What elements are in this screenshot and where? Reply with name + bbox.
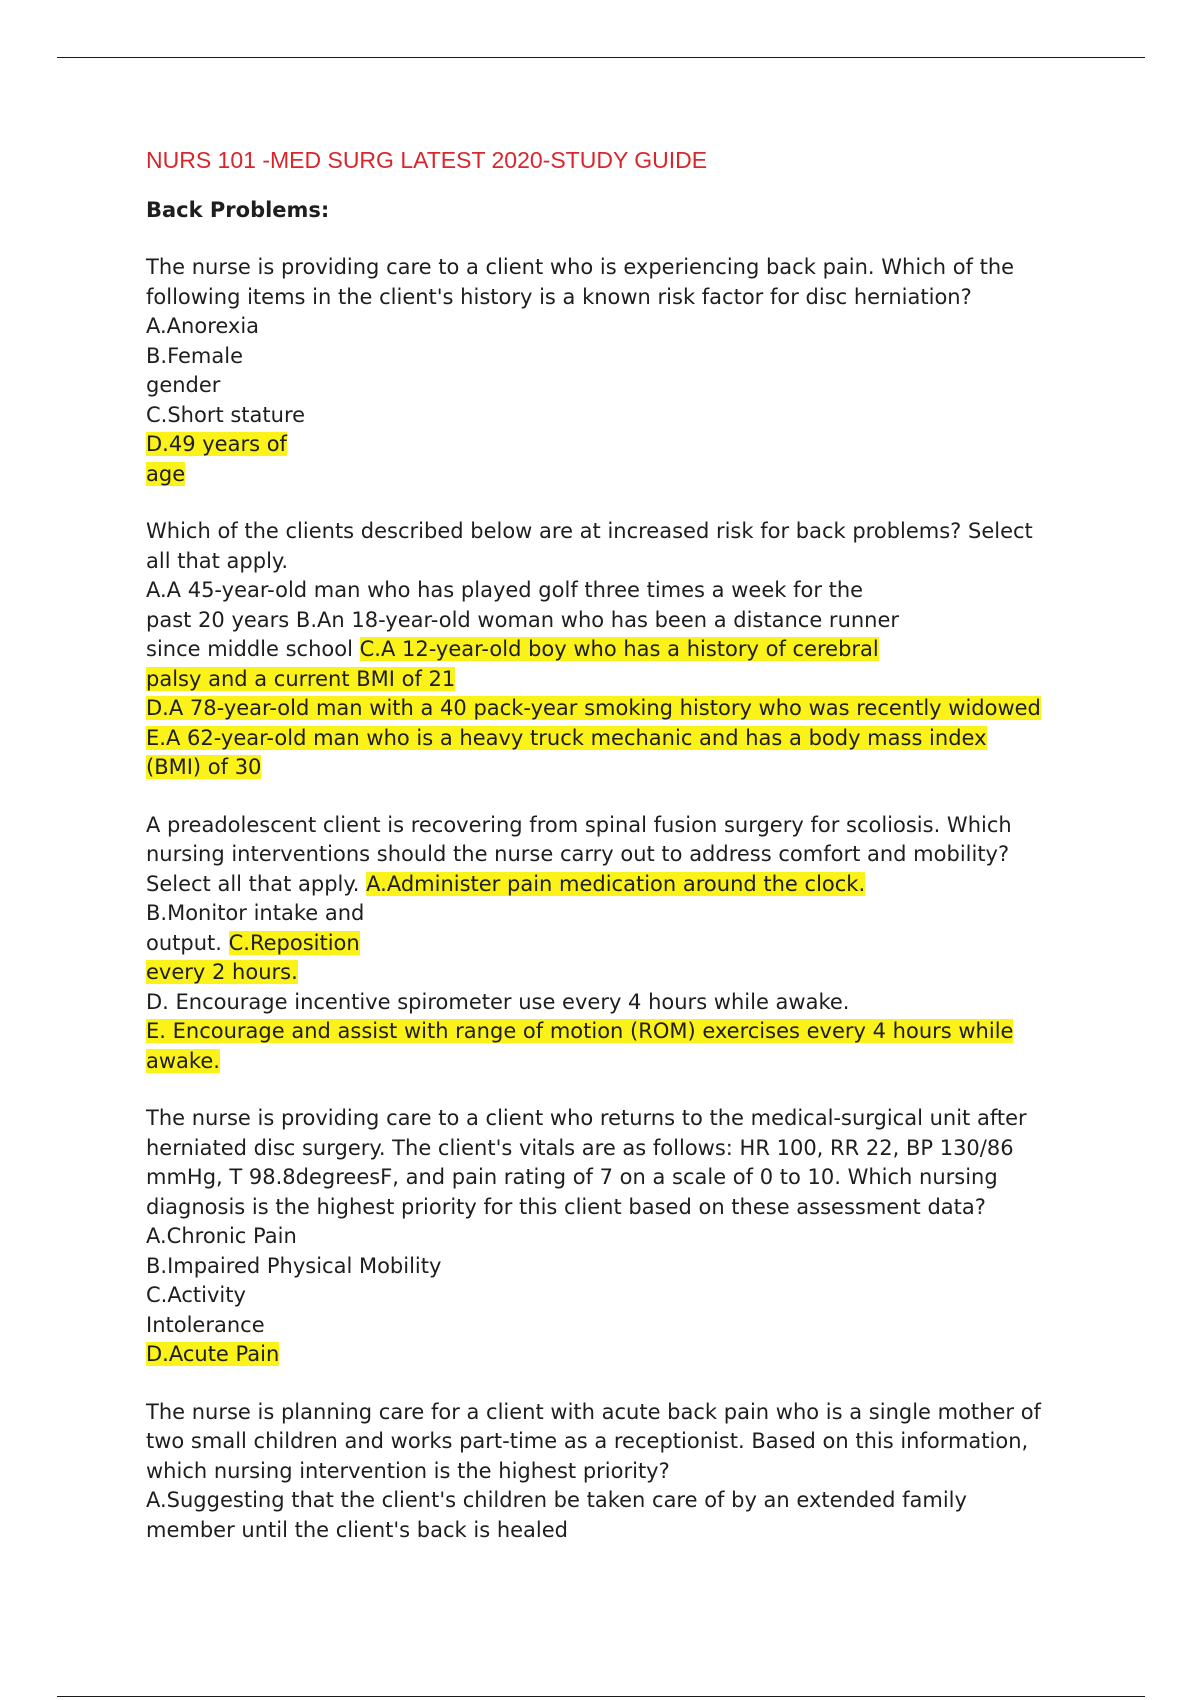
bottom-rule — [57, 1696, 1145, 1697]
text-line — [146, 1311, 1106, 1341]
text-line — [146, 547, 1106, 577]
text-segment: A preadolescent client is recovering from spinal fusion surgery for scoliosis. Which — [146, 812, 1012, 837]
text-segment: Select all that apply. — [146, 871, 367, 896]
question-block — [146, 1104, 1106, 1370]
text-segment: Which of the clients described below are at increased risk for back problems? Select — [146, 519, 1033, 543]
text-line — [146, 870, 1106, 900]
highlighted-answer-text: E.A 62-year-old man who is a heavy truck mechanic and has a body mass index — [146, 725, 987, 750]
text-line — [146, 899, 1106, 929]
text-segment: since middle school — [146, 637, 360, 661]
text-segment: past 20 years B.An 18-year-old woman who has been a distance runner — [146, 607, 900, 632]
text-line — [146, 371, 1106, 401]
text-segment: B.Female — [146, 343, 244, 368]
text-line — [146, 811, 1106, 841]
text-segment: C.Activity — [146, 1283, 246, 1307]
document-title: NURS 101 -MED SURG LATEST 2020-STUDY GUIDE — [146, 147, 708, 173]
text-line — [146, 606, 1106, 636]
highlighted-answer-text: palsy and a current BMI of 21 — [146, 666, 456, 691]
highlighted-answer-text: awake. — [146, 1048, 220, 1073]
text-segment: following items in the client's history is a known risk factor for disc herniation? — [146, 284, 972, 309]
question-block — [146, 811, 1106, 1077]
highlighted-answer-text: D.A 78-year-old man with a 40 pack-year smoking history who was recently widowed — [146, 696, 1041, 720]
text-segment: The nurse is providing care to a client who returns to the medical-surgical unit after — [146, 1106, 1027, 1130]
text-segment: B.Monitor intake and — [146, 901, 365, 925]
text-segment: two small children and works part-time as a receptionist. Based on this information, — [146, 1429, 1029, 1453]
text-segment: A.Anorexia — [146, 314, 260, 338]
highlighted-answer-text: A.Administer pain medication around the clock. — [366, 871, 866, 896]
question-block — [146, 517, 1106, 783]
text-segment: which nursing intervention is the highest priority? — [146, 1458, 670, 1483]
highlighted-answer-text: every 2 hours. — [146, 960, 298, 984]
text-line — [146, 1516, 1106, 1546]
text-segment: The nurse is planning care for a client with acute back pain who is a single mother of — [146, 1399, 1041, 1424]
question-block — [146, 253, 1106, 489]
text-line — [146, 1398, 1106, 1428]
highlighted-answer-text: D.49 years of — [146, 432, 287, 456]
highlighted-answer-text: C.Reposition — [228, 930, 360, 955]
text-line — [146, 460, 1106, 490]
text-line — [146, 1222, 1106, 1252]
text-line — [146, 1427, 1106, 1457]
text-line — [146, 430, 1106, 460]
question-block — [146, 1398, 1106, 1546]
text-line — [146, 1163, 1106, 1193]
text-line — [146, 342, 1106, 372]
text-segment: D. Encourage incentive spirometer use every 4 hours while awake. — [146, 989, 850, 1014]
text-line — [146, 753, 1106, 783]
text-line — [146, 1134, 1106, 1164]
text-line — [146, 283, 1106, 313]
text-line — [146, 635, 1106, 665]
text-segment: all that apply. — [146, 548, 289, 573]
text-segment: B.Impaired Physical Mobility — [146, 1253, 442, 1278]
text-line — [146, 694, 1106, 724]
text-line — [146, 1252, 1106, 1282]
text-line — [146, 988, 1106, 1018]
text-line — [146, 840, 1106, 870]
text-line — [146, 401, 1106, 431]
text-line — [146, 1281, 1106, 1311]
text-line — [146, 1486, 1106, 1516]
text-line — [146, 929, 1106, 959]
text-segment: Intolerance — [146, 1312, 265, 1337]
text-segment: The nurse is providing care to a client who is experiencing back pain. Which of the — [146, 255, 1015, 279]
text-line — [146, 958, 1106, 988]
text-segment: member until the client's back is healed — [146, 1517, 569, 1542]
document-body — [146, 143, 1106, 1573]
text-segment: output. — [146, 930, 229, 955]
question-list — [146, 253, 1106, 1545]
highlighted-answer-text: E. Encourage and assist with range of motion (ROM) exercises every 4 hours while — [146, 1019, 1014, 1043]
text-segment: A.A 45-year-old man who has played golf three times a week for the — [146, 578, 864, 602]
text-segment: gender — [146, 373, 221, 397]
highlighted-answer-text: age — [146, 461, 186, 486]
text-segment: diagnosis is the highest priority for this client based on these assessment data? — [146, 1194, 986, 1219]
highlighted-answer-text: C.A 12-year-old boy who has a history of cerebral — [359, 637, 879, 661]
text-segment: A.Chronic Pain — [146, 1224, 297, 1248]
text-segment: nursing interventions should the nurse carry out to address comfort and mobility? — [146, 842, 1010, 866]
text-line — [146, 1047, 1106, 1077]
highlighted-answer-text: D.Acute Pain — [146, 1342, 280, 1366]
text-line — [146, 576, 1106, 606]
text-line — [146, 1104, 1106, 1134]
text-line — [146, 724, 1106, 754]
text-segment: A.Suggesting that the client's children be taken care of by an extended family — [146, 1488, 967, 1512]
highlighted-answer-text: (BMI) of 30 — [146, 755, 262, 779]
text-line — [146, 517, 1106, 547]
text-line — [146, 1017, 1106, 1047]
text-segment: C.Short stature — [146, 402, 306, 427]
text-line — [146, 312, 1106, 342]
top-rule — [57, 57, 1145, 58]
text-segment: herniated disc surgery. The client's vitals are as follows: HR 100, RR 22, BP 130/86 — [146, 1135, 1014, 1160]
text-segment: mmHg, T 98.8degreesF, and pain rating of 7 on a scale of 0 to 10. Which nursing — [146, 1165, 998, 1189]
section-heading: Back Problems: — [146, 198, 330, 222]
text-line — [146, 1193, 1106, 1223]
text-line — [146, 1457, 1106, 1487]
text-line — [146, 665, 1106, 695]
text-line — [146, 1340, 1106, 1370]
text-line — [146, 253, 1106, 283]
